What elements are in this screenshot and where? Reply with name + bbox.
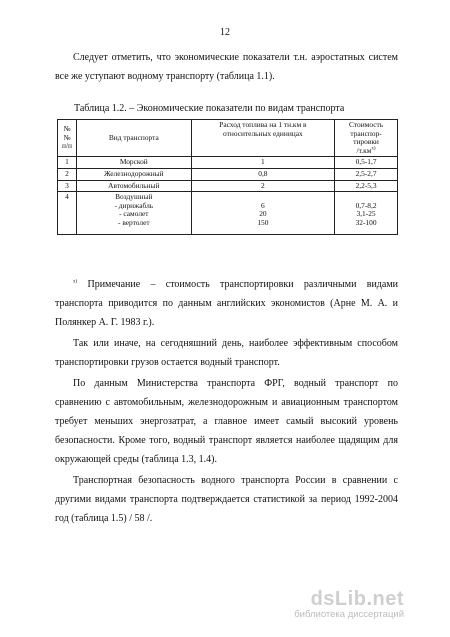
cell-fuel: 1 (191, 157, 334, 169)
paragraph-conclusion: Так или иначе, на сегодняшний день, наиболее эффективным способом транспортировки грузов остается водный транспорт. (55, 338, 398, 368)
header-num: №№ п/п (58, 120, 77, 157)
table-row (58, 168, 398, 180)
watermark (294, 588, 404, 620)
header-type: Вид транспорта (76, 120, 191, 157)
watermark-logo: dsLib.net (310, 588, 404, 610)
note-mark: х) (73, 279, 78, 285)
header-cost: Стоимость транспор- тировки $/т.км^{х)}$ (335, 120, 398, 157)
table-caption: Таблица 1.2. – Экономические показатели по видам транспорта (74, 103, 345, 114)
paragraph-ministry: По данным Министерства транспорта ФРГ, водный транспорт по сравнению с автомобильным, железнодорожным и авиационным транспортом требует меньших энергозатрат, а главное имеет самый высокий уровень безопасности. Кроме того, водный транспорт является наиболее щадящим для окружающей среды (таблица 1.3, 1.4). (55, 378, 398, 465)
header-fuel: Расход топлива на 1 тн.км в относительных единицах (191, 120, 334, 157)
watermark-subtitle: библиотека диссертаций (294, 609, 404, 620)
cell-fuel: 6 20 150 (191, 192, 334, 234)
transport-table (57, 119, 398, 235)
cell-type: Автомобильный (76, 180, 191, 192)
cell-type: Морской (76, 157, 191, 169)
cell-num: 4 (58, 192, 77, 234)
cell-cost: 0,5-1,7 (335, 157, 398, 169)
paragraph-safety: Транспортная безопасность водного транспорта России в сравнении с другими видами транспорта подтверждается статистикой за период 1992-2004 год (таблица 1.5) / 58 /. (55, 475, 398, 524)
table-row (58, 180, 398, 192)
table-note: $^{х)}$ Примечание – стоимость транспортировки различными видами транспорта приводится по данным английских экономистов (Арне М. А. и Полянкер А. Г. 1983 г.). (55, 279, 398, 328)
cell-num: 2 (58, 168, 77, 180)
cell-fuel: 0,8 (191, 168, 334, 180)
cell-num: 1 (58, 157, 77, 169)
table-row (58, 157, 398, 169)
cell-type: Железнодорожный (76, 168, 191, 180)
footnote-mark: х) (371, 146, 376, 152)
table-row-air (58, 192, 398, 234)
paragraph-intro: Следует отметить, что экономические показатели т.н. аэростатных систем все же уступают водному транспорту (таблица 1.1). (55, 52, 398, 82)
cell-cost: 0,7-8,2 3,1-25 32-100 (335, 192, 398, 234)
table-header-row (58, 120, 398, 157)
cell-cost: 2,5-2,7 (335, 168, 398, 180)
page-number: 12 (220, 27, 230, 38)
cell-cost: 2,2-5,3 (335, 180, 398, 192)
cell-type: Воздушный - дирижабль - самолет - вертолет (76, 192, 191, 234)
cell-num: 3 (58, 180, 77, 192)
cell-fuel: 2 (191, 180, 334, 192)
